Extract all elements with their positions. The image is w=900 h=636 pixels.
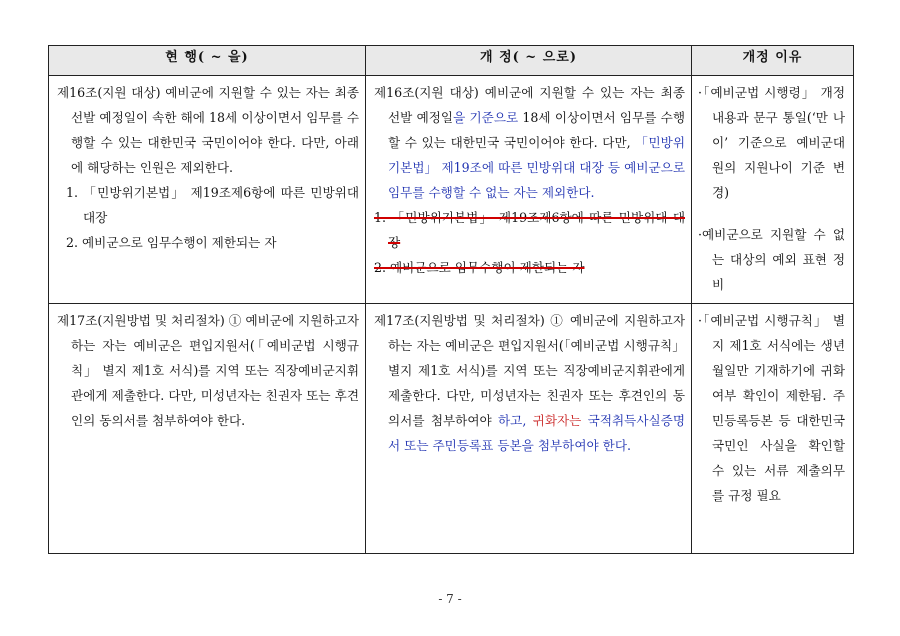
row1-reason-cell	[692, 76, 854, 304]
row2-reason-item1: ·「예비군법 시행규칙」 별지 제1호 서식에는 생년월일만 기재하기에 귀화 여부 확인이 제한됨. 주민등록등본 등 대한민국 국민인 사실을 확인할 수 있는 서류 제출의무를 규정 필요	[698, 313, 845, 503]
header-reason: 개정 이유	[692, 46, 854, 76]
article16-current-item2: 2. 예비군으로 임무수행이 제한되는 자	[66, 235, 277, 250]
table-row	[49, 304, 854, 554]
row1-reason-item2: ·예비군으로 지원할 수 없는 대상의 예외 표현 정비	[698, 227, 845, 292]
article16-revised-inserted-basis: 을 기준으로	[453, 110, 519, 125]
row2-current-cell	[49, 304, 366, 554]
article16-current-item1: 1. 「민방위기본법」 제19조제6항에 따른 민방위대 대장	[66, 185, 359, 225]
article17-current-text: 제17조(지원방법 및 처리절차) ① 예비군에 지원하고자 하는 자는 예비군은 편입지원서(「예비군법 시행규칙」 별지 제1호 서식)를 지역 또는 직장예비군지휘관에게 제출한다. 다만, 미성년자는 친권자 또는 후견인의 동의서를 첨부하여야 한다.	[57, 313, 359, 428]
article16-revised-inserted-exclusion: 「민방위기본법」 제19조에 따른 민방위대 대장 등 예비군으로 임무를 수행할 수 없는 자는 제외한다.	[388, 135, 686, 200]
page-number: - 7 -	[438, 592, 462, 606]
row1-reason-item1: ·「예비군법 시행령」 개정내용과 문구 통일(‘만 나이’ 기준으로 예비군대원의 지원나이 기준 변경)	[698, 85, 845, 200]
article16-deleted-item1: 1. 「민방위기본법」 제19조제6항에 따른 민방위대 대장	[374, 210, 685, 250]
article17-revised-naturalized: 귀화자는	[532, 413, 582, 428]
header-current: 현 행( ~ 을)	[49, 46, 366, 76]
article17-revised-part1: 제17조(지원방법 및 처리절차) ① 예비군에 지원하고자 하는 자는 예비군은 편입지원서(「예비군법 시행규칙」 별지 제1호 서식)를 지역 또는 직장예비군지휘관에게 제출한다. 다만, 미성년자는 친권자 또는 후견인의 동의서를 첨부하여야	[374, 313, 685, 428]
table-header-row	[49, 46, 854, 76]
row1-revised-cell	[366, 76, 692, 304]
article16-revised-text	[374, 80, 685, 205]
row2-reason-cell	[692, 304, 854, 554]
article16-revised-part3: 18세 이상이면서 임무를 수행할 수 있는 대한민국 국민이어야 한다. 다만,	[388, 110, 685, 150]
article17-revised-inserted-docs: 국적취득사실증명서 또는 주민등록표 등본을 첨부하여야 한다.	[388, 413, 685, 453]
article16-deleted-item2: 2. 예비군으로 임무수행이 제한되는 자	[374, 260, 585, 275]
header-revised: 개 정( ~ 으로)	[366, 46, 692, 76]
revision-comparison-table	[48, 45, 854, 554]
article16-current-text: 제16조(지원 대상) 예비군에 지원할 수 있는 자는 최종 선발 예정일이 속한 해에 18세 이상이면서 임무를 수행할 수 있는 대한민국 국민이어야 한다. 다만, 아래에 해당하는 인원은 제외한다.	[57, 85, 359, 175]
article17-revised-text	[374, 308, 685, 458]
table-row	[49, 76, 854, 304]
article17-revised-inserted-and: 하고,	[498, 413, 533, 428]
row1-current-cell	[49, 76, 366, 304]
row2-revised-cell	[366, 304, 692, 554]
article16-revised-part1: 제16조(지원 대상) 예비군에 지원할 수 있는 자는 최종 선발 예정일	[374, 85, 685, 125]
